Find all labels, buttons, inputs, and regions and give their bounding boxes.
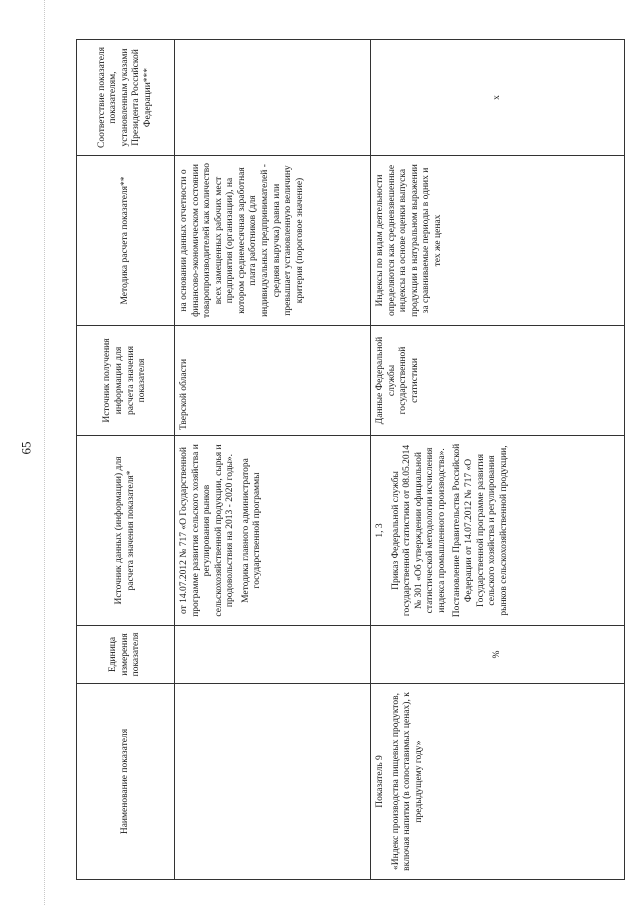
data-source-resolution-text: Постановление Правительства Российской Федерации от 14.07.2012 № 717 «О Государственной программе развития сельского хозяйства и регулирования рынков сельскохозяйственной продукции, [452,443,509,618]
data-source-text: от 14.07.2012 № 717 «О Государственной программе развития сельского хозяйства и регулирования рынков сельскохозяйственной продукции, сырья и продовольствия на 2013 - 2020 годы». [179,444,236,617]
cell-name [371,684,625,880]
header-data-source: Источник данных (информации) для расчета значения показателя* [77,436,175,626]
scan-margin-dots [44,0,46,905]
cell-unit [175,626,371,684]
header-unit: Единица измерения показателя [77,626,175,684]
page-number: 65 [18,441,34,455]
cell-info-source: Тверской области [175,326,371,436]
cell-unit: % [371,626,625,684]
cell-data-source [175,436,371,626]
cell-compliance: x [371,40,625,156]
cell-data-source [371,436,625,626]
cell-info-source: Данные Федеральной службы государственной статистики [371,326,625,436]
cell-compliance [175,40,371,156]
indicator-text: «Индекс производства пищевых продуктов, включая напитки (в сопоставимых ценах), к предыдущему году» [390,692,424,871]
indicator-title: Показатель 9 [375,755,385,808]
header-compliance: Соответствие показателя показателям, установленным указами Президента Российской Федерации*** [77,40,175,156]
cell-method: на основании данных отчетности о финансово-экономическом состоянии товаропроизводителей как количество всех замещенных рабочих мест предприятия (организации), на котором среднемесячная заработная плата работников (для индивидуальных предпринимателей - средняя выручка) равна или превышает установленную величину критерия (пороговое значение) [175,156,371,326]
data-source-number: 1, 3 [375,523,385,538]
header-method: Методика расчета показателя** [77,156,175,326]
cell-method: Индексы по видам деятельности определяются как средневзвешенные индексы на основе оценки выпуска продукции в натуральном выражении за сравниваемые периоды в одних и тех же ценах [371,156,625,326]
table-header-row [77,40,175,880]
cell-name [175,684,371,880]
indicators-table [76,39,625,880]
table-row [175,40,371,880]
data-source-order-text: Приказ Федеральной службы государственной статистики от 08.05.2014 № 301 «Об утверждении официальной статистической методологии исчисления индекса промышленного производства». [390,444,447,617]
header-info-source: Источник получения информации для расчета значения показателя [77,326,175,436]
data-source-method-text: Методика главного администратора государственной программы [240,458,263,603]
header-indicator-name: Наименование показателя [77,684,175,880]
rotated-table-wrapper [76,40,624,880]
table-row [371,40,625,880]
